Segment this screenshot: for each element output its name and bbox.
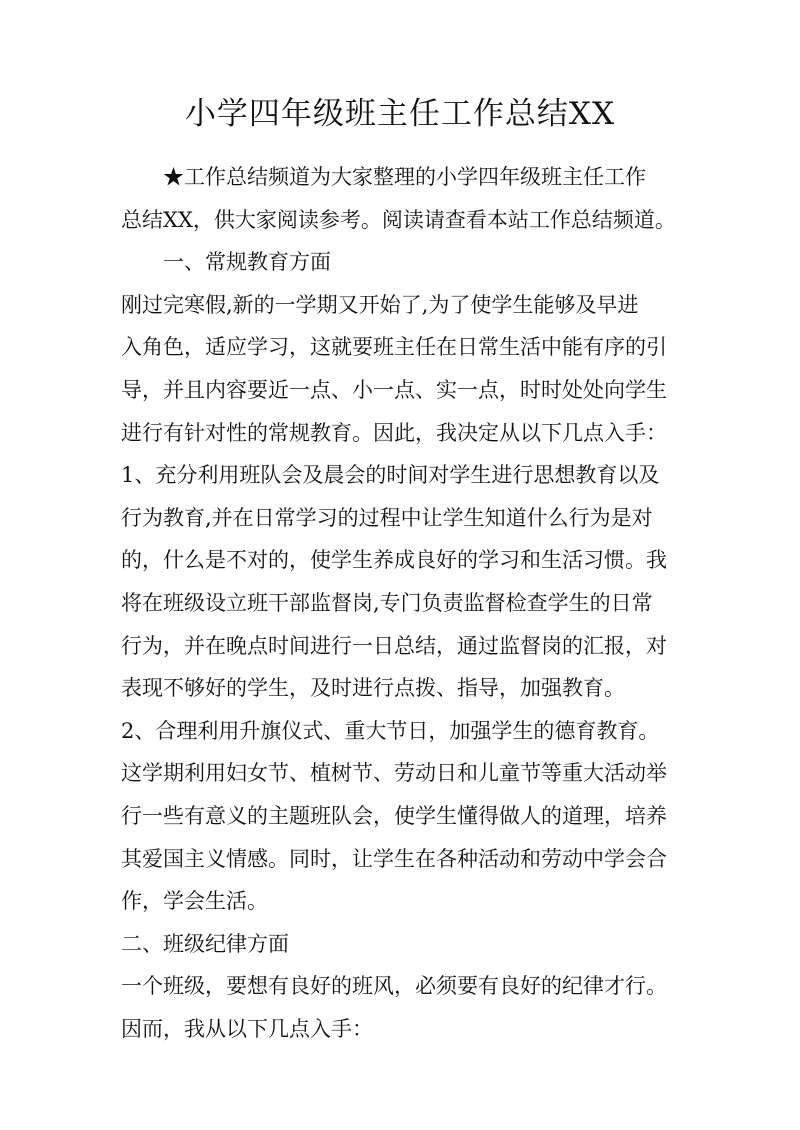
paragraph-line: 行一些有意义的主题班队会，使学生懂得做人的道理，培养	[121, 803, 667, 828]
intro-line-2: 总结XX，供大家阅读参考。阅读请查看本站工作总结频道。	[121, 207, 676, 232]
paragraph-line: 行为，并在晚点时间进行一日总结，通过监督岗的汇报，对	[121, 633, 667, 658]
paragraph-line: 将在班级设立班干部监督岗,专门负责监督检查学生的日常	[121, 590, 653, 615]
paragraph-line: 导，并且内容要近一点、小一点、实一点，时时处处向学生	[121, 377, 667, 402]
intro-line-1: ★工作总结频道为大家整理的小学四年级班主任工作	[163, 165, 646, 189]
paragraph-line: 1、充分利用班队会及晨会的时间对学生进行思想教育以及	[121, 463, 660, 488]
paragraph-line: 因而，我从以下几点入手：	[121, 1016, 373, 1041]
section-heading-1: 一、常规教育方面	[163, 250, 331, 275]
paragraph-line: 刚过完寒假,新的一学期又开始了,为了使学生能够及早进	[121, 292, 639, 317]
paragraph-line: 一个班级，要想有良好的班风，必须要有良好的纪律才行。	[121, 974, 667, 999]
paragraph-line: 2、合理利用升旗仪式、重大节日，加强学生的德育教育。	[121, 718, 660, 743]
paragraph-line: 作，学会生活。	[121, 889, 268, 914]
paragraph-line: 入角色，适应学习，这就要班主任在日常生活中能有序的引	[121, 335, 667, 360]
paragraph-line: 的，什么是不对的，使学生养成良好的学习和生活习惯。我	[121, 548, 667, 573]
document-body	[121, 156, 681, 1050]
paragraph-line: 这学期利用妇女节、植树节、劳动日和儿童节等重大活动举	[121, 761, 667, 786]
paragraph-line: 进行有针对性的常规教育。因此，我决定从以下几点入手：	[121, 420, 667, 445]
paragraph-line: 其爱国主义情感。同时，让学生在各种活动和劳动中学会合	[121, 846, 667, 871]
document-title: 小学四年级班主任工作总结XX	[184, 96, 616, 132]
paragraph-line: 表现不够好的学生，及时进行点拨、指导，加强教育。	[121, 676, 625, 701]
section-heading-2: 二、班级纪律方面	[121, 931, 289, 956]
paragraph-line: 行为教育,并在日常学习的过程中让学生知道什么行为是对	[121, 505, 653, 530]
